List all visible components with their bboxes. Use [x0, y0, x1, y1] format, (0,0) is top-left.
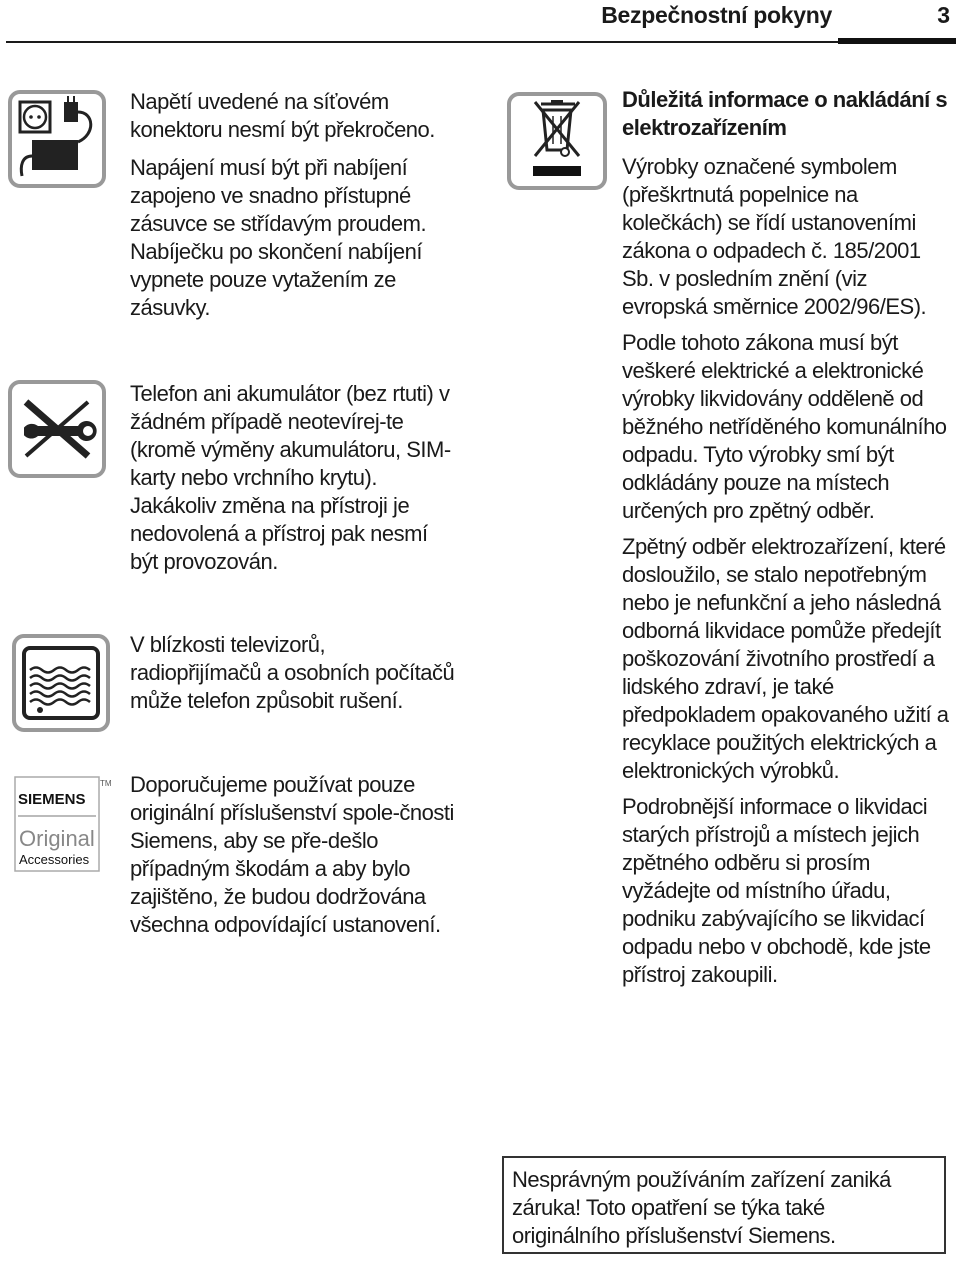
siemens-logo-tm: TM [100, 779, 112, 788]
accessories-recommendation-text: Doporučujeme používat pouze originální příslušenství spole-čnosti Siemens, aby se pře-dešlo případným škodám a aby bylo zajištěno, že budou dodržována všechna odpovídající ustanovení. [130, 772, 454, 937]
power-warning-p2: Napájení musí být při nabíjení zapojeno ve snadno přístupné zásuvce se střídavým proudem. Nabíječku po skončení nabíjení vypnete pouze vytažením ze zásuvky. [130, 155, 427, 320]
disposal-info-p4: Podrobnější informace o likvidaci starých přístrojů a místech jejich zpětného odběru si prosím vyžádejte od místního úřadu, podniku zabývajícího se likvidací odpadu nebo v obchodě, kde jste přístroj zakoupili. [622, 794, 931, 987]
power-warning-p1: Napětí uvedené na síťovém konektoru nesmí být překročeno. [130, 89, 435, 142]
tv-interference-icon [12, 634, 110, 737]
page-number: 3 [937, 2, 950, 28]
siemens-original-accessories-icon [14, 776, 112, 879]
page-header-title: Bezpečnostní pokyny [601, 2, 832, 28]
disposal-info-body [622, 153, 954, 989]
siemens-logo-line1: Original [19, 826, 95, 851]
power-warning-text [130, 88, 460, 322]
warranty-note-text: Nesprávným používáním zařízení zaniká záruka! Toto opatření se týka také originálního příslušenství Siemens. [512, 1167, 891, 1248]
disposal-info-p1: Výrobky označené symbolem (přeškrtnutá popelnice na kolečkách) se řídí ustanoveními zákona o odpadech č. 185/2001 Sb. v posledním znění (viz evropská směrnice 2002/96/ES). [622, 154, 927, 319]
header-rule [6, 41, 956, 43]
crossed-out-bin-icon [507, 92, 607, 195]
disposal-info-p2: Podle tohoto zákona musí být veškeré elektrické a elektronické výrobky likvidovány odděleně od běžného netříděného komunálního odpadu. Tyto výrobky smí být odkládány pouze na místech určených pro zpětný odběr. [622, 330, 947, 523]
interference-warning-text: V blízkosti televizorů, radiopřijímačů a osobních počítačů může telefon způsobit rušení. [130, 632, 455, 713]
header-tab-bar [838, 38, 956, 44]
no-open-warning-text: Telefon ani akumulátor (bez rtuti) v žádném případě neotevírej-te (kromě výměny akumulátoru, SIM-karty nebo vrchního krytu). Jakákoliv změna na přístroji je nedovolená a přístroj pak nesmí být provozován. [130, 381, 451, 574]
disposal-info-title: Důležitá informace o nakládání s elektrozařízením [622, 87, 948, 140]
no-tools-icon [8, 380, 106, 483]
siemens-logo-line2: Accessories [19, 852, 90, 867]
siemens-logo-brand: SIEMENS [18, 791, 86, 808]
power-socket-icon [8, 90, 106, 193]
disposal-info-p3: Zpětný odběr elektrozařízení, které dosloužilo, se stalo nepotřebným nebo je nefunkční a jeho následná odborná likvidace pomůže předejít poškozování životního prostředí a lidského zdraví, je také předpokladem opakovaného užití a recyklace použitých elektrických a elektronických výrobků. [622, 534, 949, 783]
warranty-note-box [502, 1156, 946, 1254]
